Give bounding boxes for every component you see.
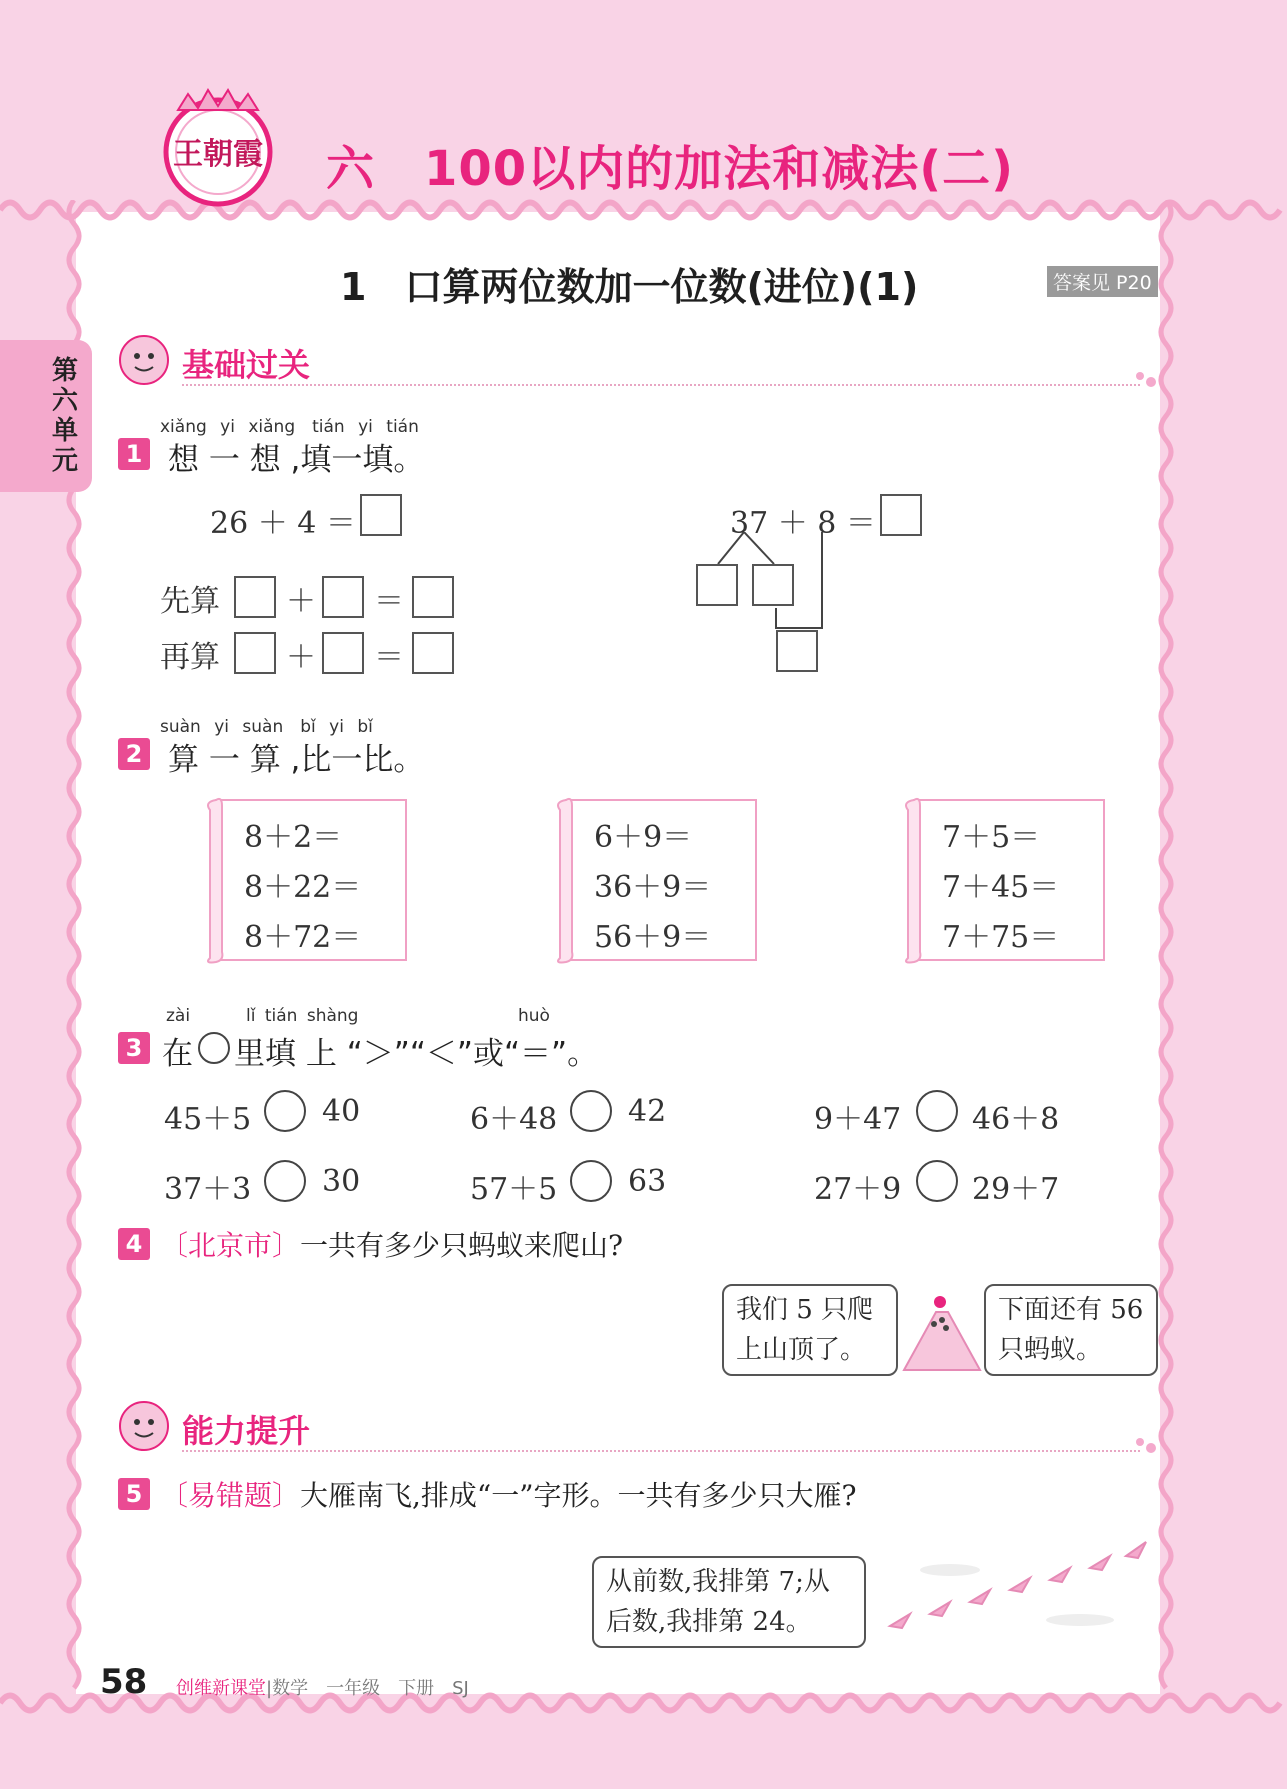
unit-title: 六 100以内的加法和减法(二) bbox=[326, 141, 1015, 197]
q1-left-answer-box[interactable] bbox=[360, 494, 402, 536]
ant-mountain-illustration bbox=[896, 1290, 986, 1376]
q2-expr: 36＋9＝ bbox=[594, 870, 712, 905]
q4-speech-bubble-left bbox=[722, 1284, 898, 1376]
q3-compare-circle[interactable] bbox=[570, 1090, 612, 1132]
q3-left-operand: 37＋3 bbox=[164, 1172, 252, 1207]
q1-first-box-a[interactable] bbox=[234, 576, 276, 618]
q1-first-calc-label: 先算 bbox=[160, 584, 220, 619]
q3-compare-circle[interactable] bbox=[264, 1160, 306, 1202]
unit-tab-label: 第六单元 bbox=[52, 356, 79, 476]
geese-illustration bbox=[880, 1530, 1160, 1640]
footer-book-info: 数学 一年级 下册 SJ bbox=[272, 1678, 469, 1699]
q3-left-operand: 57＋5 bbox=[470, 1172, 558, 1207]
q3-left-operand: 6＋48 bbox=[470, 1102, 558, 1137]
bubble-line: 只蚂蚁。 bbox=[998, 1335, 1103, 1365]
q3-right-operand: 42 bbox=[628, 1094, 667, 1129]
q3-right-operand: 30 bbox=[322, 1164, 361, 1199]
section-advanced-title: 能力提升 bbox=[182, 1412, 311, 1450]
section-divider bbox=[182, 384, 1140, 386]
q4-text: 一共有多少只蚂蚁来爬山? bbox=[300, 1229, 624, 1262]
dots-decoration bbox=[1134, 368, 1160, 390]
mascot-icon bbox=[118, 334, 170, 386]
q3-left-operand: 27＋9 bbox=[814, 1172, 902, 1207]
right-wave-border bbox=[1156, 200, 1186, 1700]
bubble-line: 下面还有 56 bbox=[998, 1295, 1144, 1325]
q3-compare-circle[interactable] bbox=[264, 1090, 306, 1132]
q1-pinyin: xiǎng yi xiǎng tián yi tián bbox=[160, 417, 419, 437]
answer-reference-badge: 答案见 P20 bbox=[1047, 266, 1158, 297]
mascot-icon bbox=[118, 1400, 170, 1452]
unit-side-tab bbox=[0, 340, 92, 492]
bubble-line: 从前数,我排第 7;从 bbox=[606, 1567, 830, 1597]
q1-combined-box[interactable] bbox=[776, 630, 818, 672]
q4-question bbox=[160, 1224, 623, 1264]
q1-then-calc-label: 再算 bbox=[160, 640, 220, 675]
q2-expr: 7＋5＝ bbox=[942, 820, 1041, 855]
footer-info: 创维新课堂|数学 一年级 下册 SJ bbox=[176, 1678, 469, 1699]
section-divider bbox=[182, 1450, 1140, 1452]
q5-number: 5 bbox=[118, 1478, 150, 1510]
q5-question bbox=[160, 1474, 857, 1514]
q1-number: 1 bbox=[118, 438, 150, 470]
q3-right-operand: 29＋7 bbox=[972, 1172, 1060, 1207]
q2-expr: 7＋45＝ bbox=[942, 870, 1060, 905]
brand-logo bbox=[158, 80, 278, 210]
q2-expr: 8＋72＝ bbox=[244, 920, 362, 955]
q5-source-tag: 〔易错题〕 bbox=[160, 1479, 301, 1512]
q1-first-box-result[interactable] bbox=[412, 576, 454, 618]
q3-left-operand: 45＋5 bbox=[164, 1102, 252, 1137]
q3-left-operand: 9＋47 bbox=[814, 1102, 902, 1137]
q2-expr: 7＋75＝ bbox=[942, 920, 1060, 955]
q4-speech-bubble-right bbox=[984, 1284, 1158, 1376]
bubble-line: 我们 5 只爬 bbox=[736, 1295, 874, 1325]
q4-source-tag: 〔北京市〕 bbox=[160, 1229, 301, 1262]
page-number: 58 bbox=[100, 1662, 148, 1702]
q3-right-operand: 46＋8 bbox=[972, 1102, 1060, 1137]
q3-compare-circle[interactable] bbox=[570, 1160, 612, 1202]
q2-instruction: 算 一 算 ,比一比。 bbox=[168, 742, 425, 778]
q1-right-answer-box[interactable] bbox=[880, 494, 922, 536]
q1-then-equals: ＝ bbox=[374, 640, 404, 675]
q3-pinyin-mid: lǐ tián shàng bbox=[246, 1006, 359, 1026]
q1-split-box-b[interactable] bbox=[752, 564, 794, 606]
q1-right-expression: 37 ＋ 8 ＝ bbox=[730, 506, 876, 541]
q1-then-box-result[interactable] bbox=[412, 632, 454, 674]
q3-compare-circle[interactable] bbox=[916, 1090, 958, 1132]
q1-then-plus: ＋ bbox=[286, 640, 316, 675]
q4-number: 4 bbox=[118, 1228, 150, 1260]
q2-expr: 56＋9＝ bbox=[594, 920, 712, 955]
q1-first-box-b[interactable] bbox=[322, 576, 364, 618]
q1-first-equals: ＝ bbox=[374, 584, 404, 619]
q2-expr: 8＋2＝ bbox=[244, 820, 343, 855]
section-basic-title: 基础过关 bbox=[182, 346, 311, 384]
q1-left-expression: 26 ＋ 4 ＝ bbox=[210, 506, 356, 541]
bubble-line: 上山顶了。 bbox=[736, 1335, 867, 1365]
q5-text: 大雁南飞,排成“一”字形。一共有多少只大雁? bbox=[300, 1479, 857, 1512]
q1-then-box-a[interactable] bbox=[234, 632, 276, 674]
footer-brand: 创维新课堂 bbox=[176, 1678, 266, 1699]
q3-instruction-post: 里填 上 “＞”“＜”或“＝”。 bbox=[234, 1036, 599, 1072]
lesson-title: 1 口算两位数加一位数(进位)(1) bbox=[340, 265, 919, 309]
q2-expr: 6＋9＝ bbox=[594, 820, 693, 855]
q3-pinyin-zai: zài bbox=[166, 1006, 191, 1026]
q2-pinyin: suàn yi suàn bǐ yi bǐ bbox=[160, 717, 373, 737]
q3-right-operand: 63 bbox=[628, 1164, 667, 1199]
svg-text:王朝霞: 王朝霞 bbox=[173, 137, 263, 172]
bubble-line: 后数,我排第 24。 bbox=[606, 1607, 812, 1637]
q3-right-operand: 40 bbox=[322, 1094, 361, 1129]
q5-speech-bubble bbox=[592, 1556, 866, 1648]
q1-then-box-b[interactable] bbox=[322, 632, 364, 674]
q2-number: 2 bbox=[118, 738, 150, 770]
q3-number: 3 bbox=[118, 1032, 150, 1064]
q1-first-plus: ＋ bbox=[286, 584, 316, 619]
q1-instruction: 想 一 想 ,填一填。 bbox=[168, 442, 425, 478]
q3-instruction-circle-icon bbox=[198, 1032, 230, 1064]
q2-expr: 8＋22＝ bbox=[244, 870, 362, 905]
dots-decoration bbox=[1134, 1434, 1160, 1456]
q3-compare-circle[interactable] bbox=[916, 1160, 958, 1202]
q1-split-box-a[interactable] bbox=[696, 564, 738, 606]
q3-pinyin-huo: huò bbox=[518, 1006, 550, 1026]
q3-instruction-pre: 在 bbox=[162, 1036, 193, 1072]
